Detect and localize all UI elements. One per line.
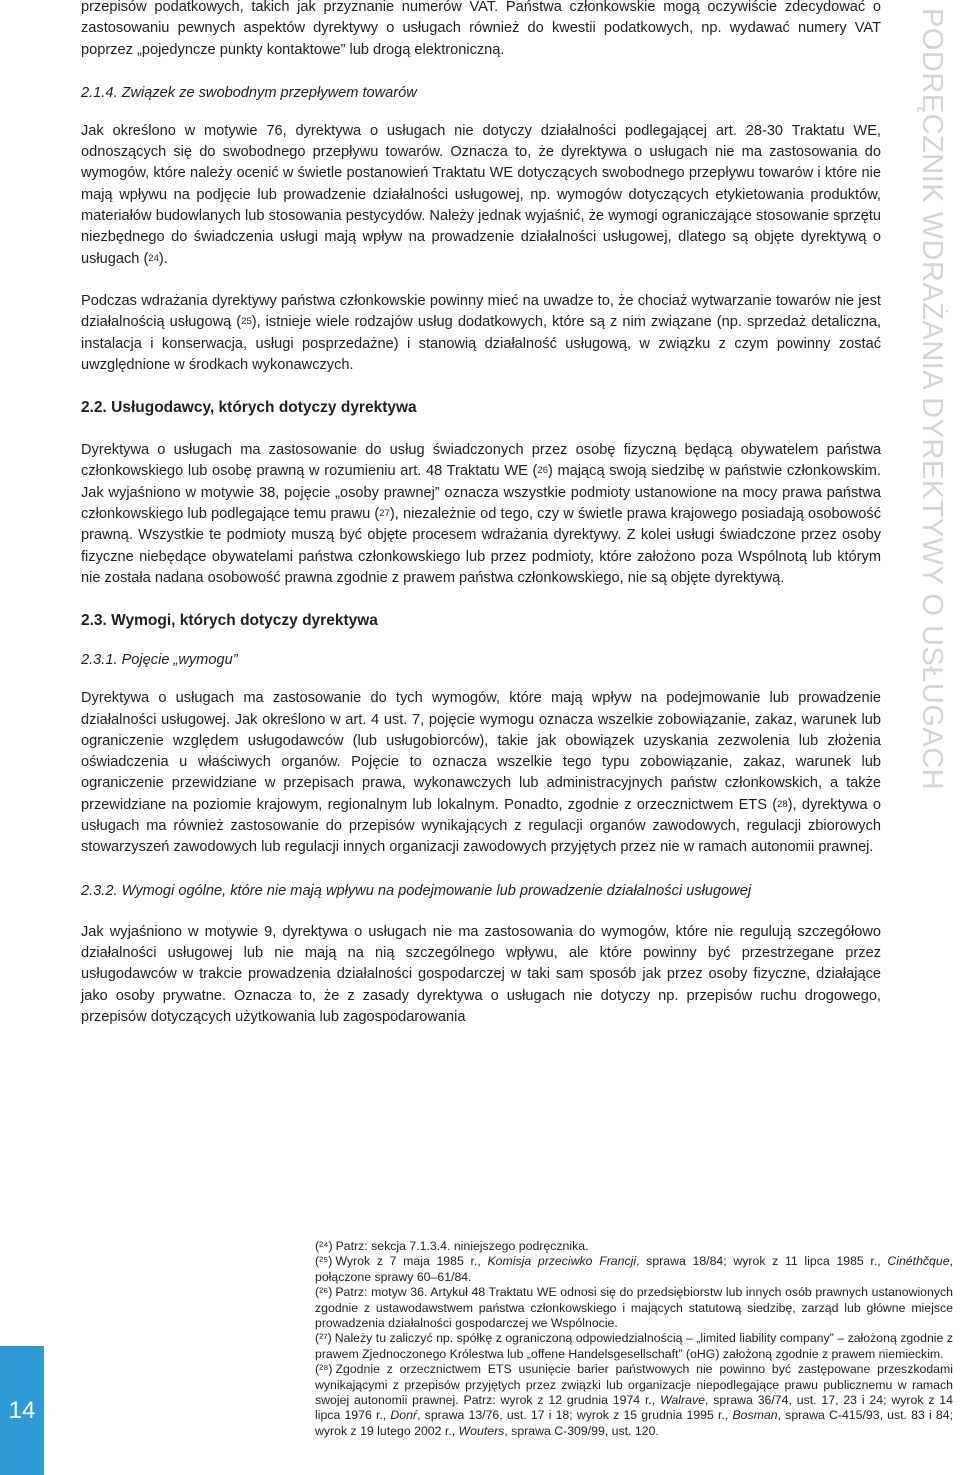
footnote-24: (²⁴) Patrz: sekcja 7.1.3.4. niniejszego podręcznika. bbox=[315, 1239, 589, 1253]
paragraph-2-3-2: Jak wyjaśniono w motywie 9, dyrektywa o usługach nie ma zastosowania do wymogów, które nie regulują szczegółowo działalności usługowej lub nie mają na nią szczególnego wpływu, ale które powinny być przestrzegane przez usługodawców w trakcie prowadzenia działalności gospodarczej w taki sam sposób jak przez osoby fizyczne, działające jako osoby prywatne. Oznacza to, że z zasady dyrektywa o usługach nie dotyczy np. przepisów ruchu drogowego, przepisów dotyczących użytkowania lub zagospodarowania bbox=[81, 923, 881, 1025]
main-content bbox=[81, 0, 881, 1028]
sidebar-title-text: PODRĘCZNIK WDRAŻANIA DYREKTYWY O USŁUGACH bbox=[916, 8, 948, 791]
section-heading-2-3: 2.3. Wymogi, których dotyczy dyrektywa bbox=[81, 612, 378, 630]
subsection-heading-2-3-2: 2.3.2. Wymogi ogólne, które nie mają wpływu na podejmowanie lub prowadzenie działalności usługowej bbox=[81, 882, 752, 899]
footnote-ref-25[interactable]: 25 bbox=[241, 316, 252, 328]
subsection-heading-2-1-4: 2.1.4. Związek ze swobodnym przepływem towarów bbox=[81, 84, 417, 101]
footnote-ref-28[interactable]: 28 bbox=[777, 798, 788, 810]
footnotes bbox=[313, 1239, 953, 1439]
paragraph-2-1-4-b: Podczas wdrażania dyrektywy państwa członkowskie powinny mieć na uwadze to, że chociaż wytwarzanie towarów nie jest działalnością usługową ($^{25}$), istnieje wiele rodzajów usług dodatkowych, które są z nim związane (np. sprzedaż detaliczna, instalacja i konserwacja, usługi posprzedażne) i stanowią działalność usługową, w związku z czym powinny zostać uwzględnione w środkach wykonawczych. bbox=[81, 292, 881, 373]
footnote-ref-26[interactable]: 26 bbox=[537, 465, 548, 477]
footnote-26: (²⁶) Patrz: motyw 36. Artykuł 48 Traktatu WE odnosi się do przedsiębiorstw lub innych osób prawnych ustanowionych zgodnie z ustawodawstwem państwa członkowskiego i mających statutową siedzibę, zarząd lub główne miejsce prowadzenia działalności gospodarczej we Wspólnocie. bbox=[315, 1285, 953, 1331]
section-heading-2-2: 2.2. Usługodawcy, których dotyczy dyrektywa bbox=[81, 399, 417, 417]
sidebar-title bbox=[904, 8, 960, 1018]
footnote-28: (²⁸) Zgodnie z orzecznictwem ETS usunięcie barier państwowych nie powinno być zastępowane przeszkodami wynikającymi z przepisów przyjętych przez związki lub organizacje niepodlegające prawu publicznemu w ramach swojej autonomii prawnej. Patrz: wyrok z 12 grudnia 1974 r., Walrave, sprawa 36/74, ust. 17, 23 i 24; wyrok z 14 lipca 1976 r., Donŕ, sprawa 13/76, ust. 17 i 18; wyrok z 15 grudnia 1995 r., Bosman, sprawa C-415/93, ust. 83 i 84; wyrok z 19 lutego 2002 r., Wouters, sprawa C-309/99, ust. 120. bbox=[315, 1362, 953, 1438]
paragraph-2-3-1: Dyrektywa o usługach ma zastosowanie do tych wymogów, które mają wpływ na podejmowanie lub prowadzenie działalności usługowej. Jak określono w art. 4 ust. 7, pojęcie wymogu oznacza wszelkie zobowiązanie, zakaz, warunek lub ograniczenie względem usługodawców (lub usługobiorców), takie jak obowiązek uzyskania zezwolenia lub złożenia oświadczenia u właściwych organów. Pojęcie to oznacza wszelkie tego typu zobowiązanie, zakaz, warunek lub ograniczenie przewidziane w przepisach prawa, wykonawczych lub administracyjnych państw członkowskich, a także przewidziane na poziomie krajowym, regionalnym lub lokalnym. Ponadto, zgodnie z orzecznictwem ETS ($^{28}$), dyrektywa o usługach ma również zastosowanie do przepisów wynikających z regulacji organów zawodowych, regulacji zbiorowych stowarzyszeń zawodowych lub regulacji innych organizacji zawodowych przyjętych przez nie w ramach autonomii prawnej. bbox=[81, 690, 881, 856]
footnote-25: (²⁵) Wyrok z 7 maja 1985 r., Komisja przeciwko Francji, sprawa 18/84; wyrok z 11 lipca 1985 r., Cinéthčque, połączone sprawy 60–61/84. bbox=[315, 1254, 953, 1284]
page-number: 14 bbox=[0, 1346, 44, 1475]
footnote-ref-27[interactable]: 27 bbox=[379, 508, 390, 520]
paragraph-2-1-4-a: Jak określono w motywie 76, dyrektywa o usługach nie dotyczy działalności podlegającej art. 28-30 Traktatu WE, odnoszących się do swobodnego przepływu towarów. Oznacza to, że dyrektywa o usługach nie ma zastosowania do wymogów, które należy ocenić w świetle postanowień Traktatu WE dotyczących swobodnego przepływu towarów i które nie mają wpływu na podjęcie lub prowadzenie działalności usługowej, np. wymogów dotyczących etykietowania produktów, materiałów budowlanych lub stosowania pestycydów. Należy jednak wyjaśnić, że wymogi ograniczające stosowanie sprzętu niezbędnego do świadczenia usługi mają wpływ na prowadzenie działalności usługowej, dlatego są objęte dyrektywą o usługach ($^{24}$). bbox=[81, 122, 881, 267]
paragraph-intro: przepisów podatkowych, takich jak przyznanie numerów VAT. Państwa członkowskie mogą oczywiście zdecydować o zastosowaniu pewnych aspektów dyrektywy o usługach również do kwestii podatkowych, np. wydawać numery VAT poprzez „pojedyncze punkty kontaktowe” lub drogą elektroniczną. bbox=[81, 0, 881, 58]
footnote-ref-24[interactable]: 24 bbox=[148, 252, 159, 264]
paragraph-2-2: Dyrektywa o usługach ma zastosowanie do usług świadczonych przez osobę fizyczną będącą obywatelem państwa członkowskiego lub osobę prawną w rozumieniu art. 48 Traktatu WE ($^{26}$) mającą swoją siedzibę w państwie członkowskim. Jak wyjaśniono w motywie 38, pojęcie „osoby prawnej” oznacza wszystkie podmioty ustanowione na mocy prawa państwa członkowskiego lub podlegające temu prawu ($^{27}$), niezależnie od tego, czy w świetle prawa krajowego posiadają osobowość prawną. Wszystkie te podmioty muszą być objęte procesem wdrażania dyrektywy. Z kolei usługi świadczone przez osoby fizyczne niebędące obywatelami państwa członkowskiego lub przez podmioty, które założono poza Wspólnotą lub którym nie została nadana osobowość prawna zgodnie z prawem państwa członkowskiego, nie są objęte dyrektywą. bbox=[81, 442, 882, 586]
subsection-heading-2-3-1: 2.3.1. Pojęcie „wymogu” bbox=[81, 652, 238, 669]
footnote-27: (²⁷) Należy tu zaliczyć np. spółkę z ograniczoną odpowiedzialnością – „limited liability company” – założoną zgodnie z prawem Zjednoczonego Królestwa lub „offene Handelsgesellschaft” (oHG) założoną zgodnie z prawem niemieckim. bbox=[315, 1331, 953, 1361]
